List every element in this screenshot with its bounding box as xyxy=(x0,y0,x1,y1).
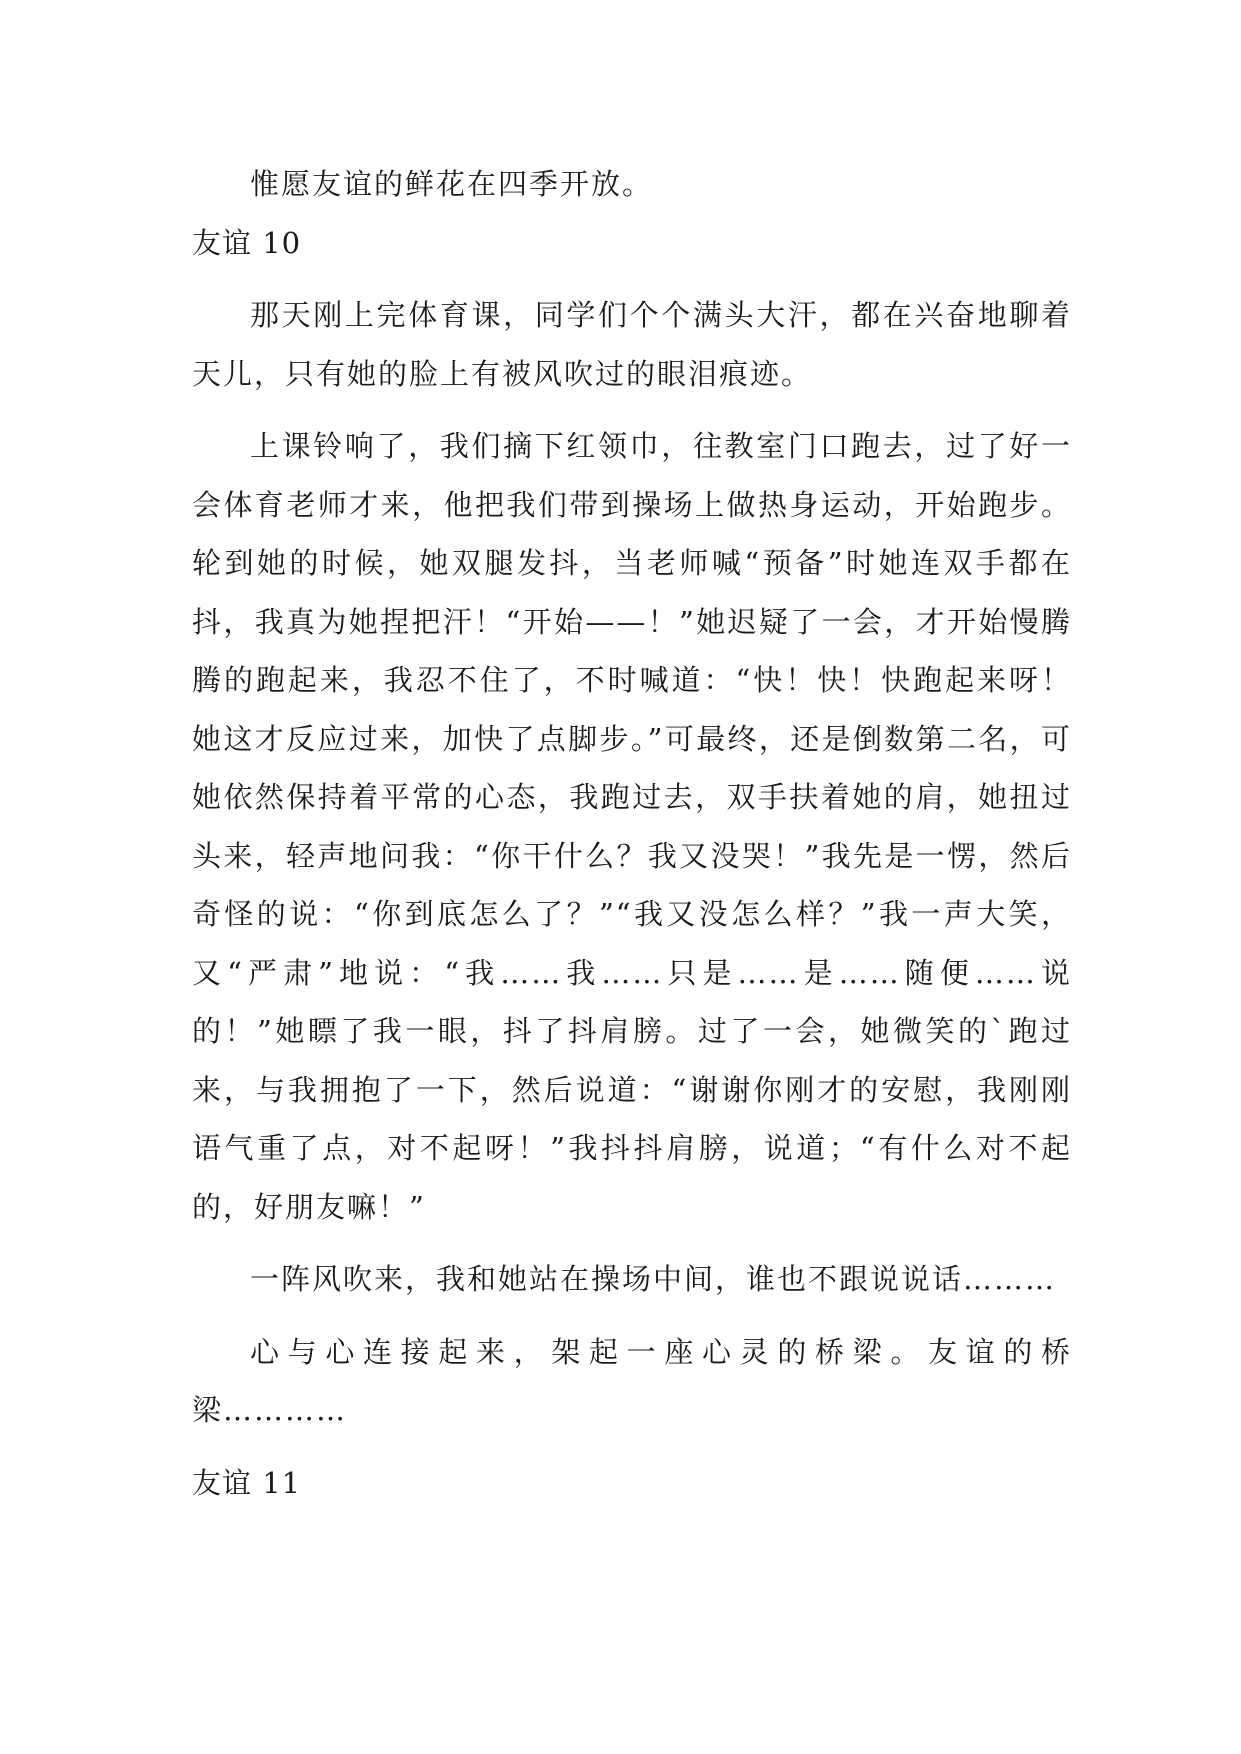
section-heading-10: 友谊 10 xyxy=(192,225,302,260)
paragraph-running-story: 上课铃响了，我们摘下红领巾，往教室门口跑去，过了好一会体育老师才来，他把我们带到操场上做热身运动，开始跑步。轮到她的时候，她双腿发抖，当老师喊“预备”时她连双手都在抖，我真为她捏把汗！“开始——！”她迟疑了一会，才开始慢腾腾的跑起来，我忍不住了，不时喊道：“快！快！快跑起来呀！她这才反应过来，加快了点脚步。”可最终，还是倒数第二名，可她依然保持着平常的心态，我跑过去，双手扶着她的肩，她扭过头来，轻声地问我：“你干什么？我又没哭！”我先是一愣，然后奇怪的说：“你到底怎么了？”“我又没怎么样？”我一声大笑，又“严肃”地说：“我……我……只是……是……随便……说的！”她瞟了我一眼，抖了抖肩膀。过了一会，她微笑的`跑过来，与我拥抱了一下，然后说道：“谢谢你刚才的安慰，我刚刚语气重了点，对不起呀！”我抖抖肩膀，说道；“有什么对不起的，好朋友嘛！” xyxy=(192,429,1072,1224)
paragraph-closing-line: 惟愿友谊的鲜花在四季开放。 xyxy=(250,167,654,201)
document-body xyxy=(192,155,1072,1512)
paragraph-after-pe-class: 那天刚上完体育课，同学们个个满头大汗，都在兴奋地聊着天儿，只有她的脸上有被风吹过的眼泪痕迹。 xyxy=(192,298,1072,391)
paragraph-wind-blows: 一阵风吹来，我和她站在操场中间，谁也不跟说说话……… xyxy=(250,1262,1057,1296)
section-heading-11: 友谊 11 xyxy=(192,1465,302,1500)
paragraph-heart-bridge: 心与心连接起来，架起一座心灵的桥梁。友谊的桥梁………… xyxy=(192,1334,1072,1427)
